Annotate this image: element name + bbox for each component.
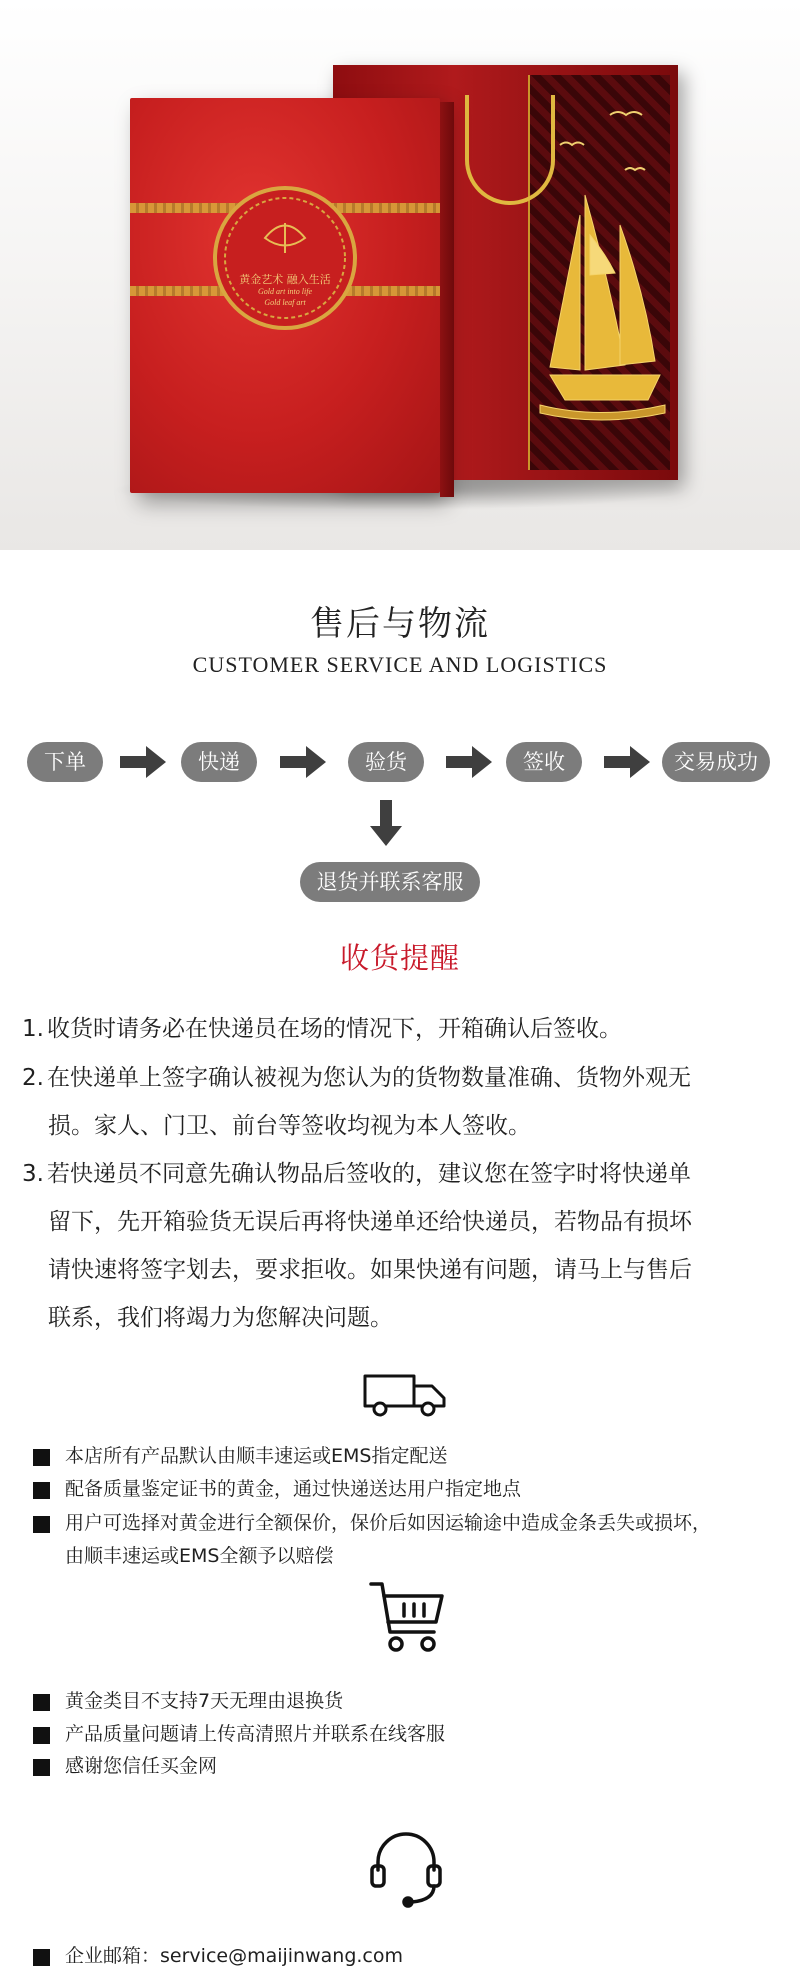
section-title: 售后与物流 bbox=[310, 604, 490, 644]
contact-label: 企业邮箱： bbox=[65, 1945, 161, 1967]
emblem-text-en: Gold leaf art bbox=[264, 298, 306, 307]
notice-item bbox=[22, 1150, 782, 1342]
receipt-notice-title: 收货提醒 bbox=[339, 941, 460, 975]
notice-item bbox=[22, 1005, 782, 1053]
flow-step-sign: 签收 bbox=[506, 742, 582, 782]
bullet-square bbox=[33, 1482, 50, 1499]
box-side bbox=[440, 102, 454, 497]
red-gift-box bbox=[130, 98, 440, 493]
returns-text: 黄金类目不支持7天无理由退换货 bbox=[65, 1690, 344, 1712]
notice-line: 若快递员不同意先确认物品后签收的，建议您在签字时将快递单 bbox=[47, 1161, 691, 1187]
notice-number: 3. bbox=[22, 1161, 44, 1187]
headset-icon bbox=[368, 1828, 444, 1908]
flow-step-complete: 交易成功 bbox=[662, 742, 770, 782]
notice-line: 联系，我们将竭力为您解决问题。 bbox=[48, 1305, 393, 1331]
emblem-text-cn: 黄金艺术 融入生活 bbox=[239, 273, 331, 286]
notice-line: 在快递单上签字确认被视为您认为的货物数量准确、货物外观无 bbox=[47, 1065, 691, 1091]
box-emblem bbox=[210, 183, 360, 333]
notice-line: 收货时请务必在快递员在场的情况下，开箱确认后签收。 bbox=[47, 1016, 622, 1042]
flow-step-delivery: 快递 bbox=[181, 742, 257, 782]
flow-step-inspect: 验货 bbox=[348, 742, 424, 782]
bag-rope bbox=[465, 95, 555, 205]
shopping-cart-icon bbox=[368, 1580, 446, 1656]
notice-line: 请快速将签字划去，要求拒收。如果快递有问题，请马上与售后 bbox=[48, 1257, 692, 1283]
bullet-square bbox=[33, 1949, 50, 1966]
bullet-square bbox=[33, 1516, 50, 1533]
bullet-square bbox=[33, 1759, 50, 1776]
down-arrow-icon bbox=[370, 800, 402, 846]
emblem-circle-icon bbox=[210, 183, 360, 333]
notice-item bbox=[22, 1054, 782, 1150]
emblem-text-en: Gold art into life bbox=[258, 287, 312, 296]
right-arrow-icon bbox=[120, 746, 166, 778]
shipping-item bbox=[33, 1508, 793, 1572]
flow-step-return: 退货并联系客服 bbox=[300, 862, 480, 902]
truck-icon bbox=[362, 1372, 448, 1418]
flow-step-order: 下单 bbox=[27, 742, 103, 782]
shipping-text: 配备质量鉴定证书的黄金，通过快递送达用户指定地点 bbox=[65, 1478, 522, 1500]
product-photo bbox=[0, 0, 800, 550]
bullet-square bbox=[33, 1694, 50, 1711]
right-arrow-icon bbox=[446, 746, 492, 778]
shipping-text: 用户可选择对黄金进行全额保价，保价后如因运输途中造成金条丢失或损坏， bbox=[65, 1512, 712, 1534]
bullet-square bbox=[33, 1449, 50, 1466]
notice-number: 2. bbox=[22, 1065, 44, 1091]
notice-number: 1. bbox=[22, 1016, 44, 1042]
returns-text: 产品质量问题请上传高清照片并联系在线客服 bbox=[65, 1723, 446, 1745]
right-arrow-icon bbox=[604, 746, 650, 778]
shipping-text: 由顺丰速运或EMS全额予以赔偿 bbox=[65, 1545, 334, 1567]
contact-line bbox=[65, 1941, 795, 1972]
notice-line: 留下，先开箱验货无误后再将快递单还给快递员，若物品有损坏 bbox=[48, 1209, 692, 1235]
contact-email-link[interactable]: service@maijinwang.com bbox=[160, 1945, 404, 1967]
notice-line: 损。家人、门卫、前台等签收均视为本人签收。 bbox=[48, 1113, 531, 1139]
returns-text: 感谢您信任买金网 bbox=[65, 1755, 218, 1777]
shipping-text: 本店所有产品默认由顺丰速运或EMS指定配送 bbox=[65, 1445, 448, 1467]
bullet-square bbox=[33, 1727, 50, 1744]
right-arrow-icon bbox=[280, 746, 326, 778]
section-subtitle: CUSTOMER SERVICE AND LOGISTICS bbox=[192, 652, 608, 677]
